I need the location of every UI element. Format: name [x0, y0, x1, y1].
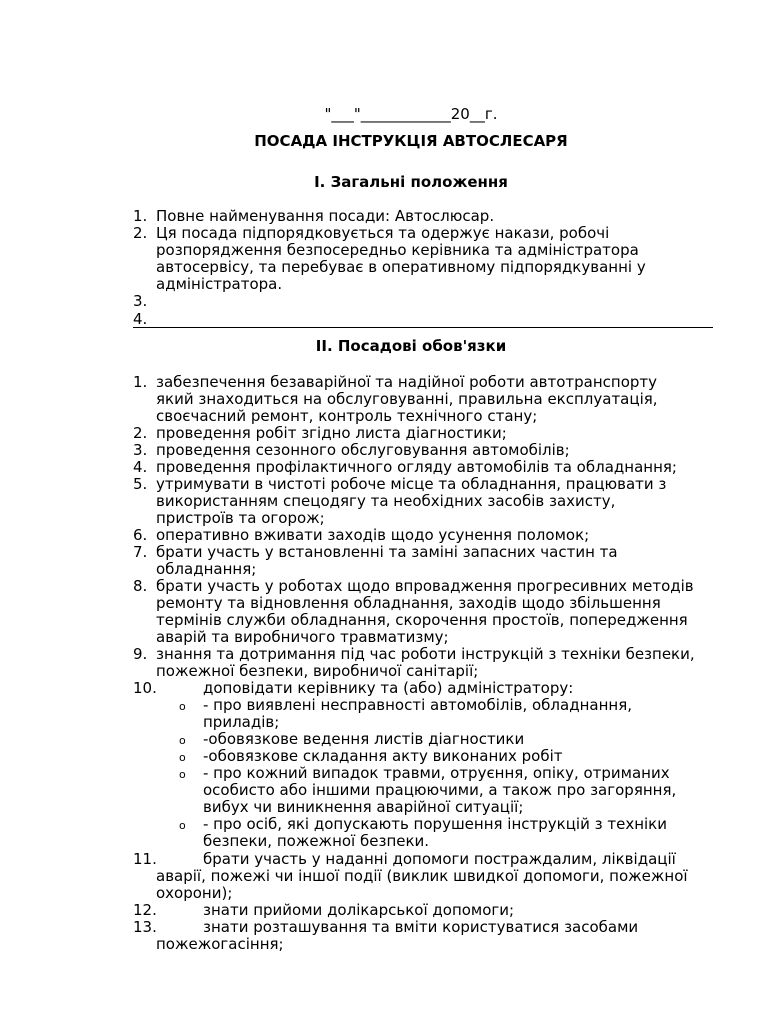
s1-item-4-number: 4.: [133, 310, 148, 328]
s2-item-11-text: аварії, пожежі чи іншої події (виклик швидкої допомоги, пожежної: [156, 867, 688, 885]
s2-subitem-5-text: безпеки, пожежної безпеки.: [203, 832, 430, 850]
s2-subitem-2-text: -обовязкове ведення листів діагностики: [203, 730, 525, 748]
s2-item-5-number: 5.: [133, 475, 148, 493]
s2-item-12-text: знати прийоми долікарської допомоги;: [203, 901, 515, 919]
s2-subitem-4-text: особисто або іншими працюючими, а також про загоряння,: [203, 781, 677, 799]
s2-item-5-text: утримувати в чистоті робоче місце та обладнання, працювати з: [156, 475, 667, 493]
s2-item-10-text: доповідати керівнику та (або) адміністратору:: [203, 679, 574, 697]
s2-item-5-text: використанням спецодягу та необхідних засобів захисту,: [156, 492, 616, 510]
s2-subitem-1-text: приладів;: [203, 713, 280, 731]
s2-item-13-number: 13.: [133, 918, 157, 936]
s2-item-8-text: ремонту та відновлення обладнання, заходів щодо збільшення: [156, 594, 661, 612]
s2-item-8-text: брати участь у роботах щодо впровадження прогресивних методів: [156, 577, 694, 595]
bullet-icon: o: [179, 768, 186, 781]
s2-subitem-4-text: вибух чи виникнення аварійної ситуації;: [203, 798, 524, 816]
bullet-icon: o: [179, 700, 186, 713]
s2-item-12-number: 12.: [133, 901, 157, 919]
section-2-heading: ІІ. Посадові обов'язки: [315, 337, 507, 355]
section-1-heading: І. Загальні положення: [314, 173, 508, 191]
s2-item-13-text: знати розташування та вміти користуватися засобами: [203, 918, 639, 936]
document-title: ПОСАДА ІНСТРУКЦІЯ АВТОСЛЕСАРЯ: [254, 132, 568, 150]
s2-item-3-text: проведення сезонного обслуговування автомобілів;: [156, 441, 570, 459]
s2-item-3-number: 3.: [133, 441, 148, 459]
s2-item-1-text: своєчасний ремонт, контроль технічного стану;: [156, 407, 538, 425]
horizontal-rule: [133, 327, 713, 328]
s2-item-2-text: проведення робіт згідно листа діагностики;: [156, 424, 507, 442]
bullet-icon: o: [179, 734, 186, 747]
s2-item-9-text: знання та дотримання під час роботи інструкцій з техніки безпеки,: [156, 645, 695, 663]
s1-item-1-text: Повне найменування посади: Автослюсар.: [156, 207, 495, 225]
s2-item-9-number: 9.: [133, 645, 148, 663]
s2-item-11-text: охорони);: [156, 884, 233, 902]
s1-item-1-number: 1.: [133, 207, 148, 225]
s1-item-2-text: Ця посада підпорядковується та одержує накази, робочі: [156, 224, 610, 242]
s2-item-1-text: забезпечення безаварійної та надійної роботи автотранспорту: [156, 373, 658, 391]
s2-item-9-text: пожежної безпеки, виробничої санітарії;: [156, 662, 479, 680]
s2-item-11-text: брати участь у наданні допомоги постраждалим, ліквідації: [203, 850, 676, 868]
s1-item-2-text: розпорядження безпосередньо керівника та адміністратора: [156, 241, 639, 259]
s2-item-7-text: обладнання;: [156, 560, 257, 578]
s2-subitem-1-text: - про виявлені несправності автомобілів, обладнання,: [203, 696, 632, 714]
s2-item-4-number: 4.: [133, 458, 148, 476]
s2-subitem-4-text: - про кожний випадок травми, отруєння, опіку, отриманих: [203, 764, 670, 782]
date-line: "___"____________20__г.: [324, 105, 498, 123]
s2-subitem-5-text: - про осіб, які допускають порушення інструкцій з техніки: [203, 815, 667, 833]
s2-item-1-text: який знаходиться на обслуговуванні, правильна експлуатація,: [156, 390, 658, 408]
s1-item-3-number: 3.: [133, 292, 148, 310]
s1-item-2-number: 2.: [133, 224, 148, 242]
s1-item-2-text: адміністратора.: [156, 275, 283, 293]
s2-item-8-text: термінів служби обладнання, скорочення простоїв, попередження: [156, 611, 688, 629]
s1-item-2-text: автосервісу, та перебуває в оперативному підпорядкуванні у: [156, 258, 646, 276]
s2-item-6-number: 6.: [133, 526, 148, 544]
s2-item-10-number: 10.: [133, 679, 157, 697]
s2-item-8-number: 8.: [133, 577, 148, 595]
s2-item-2-number: 2.: [133, 424, 148, 442]
s2-item-5-text: пристроїв та огорож;: [156, 509, 325, 527]
s2-item-7-number: 7.: [133, 543, 148, 561]
s2-item-1-number: 1.: [133, 373, 148, 391]
bullet-icon: o: [179, 819, 186, 832]
bullet-icon: o: [179, 751, 186, 764]
s2-subitem-3-text: -обовязкове складання акту виконаних робіт: [203, 747, 563, 765]
s2-item-8-text: аварій та виробничого травматизму;: [156, 628, 449, 646]
s2-item-11-number: 11.: [133, 850, 157, 868]
s2-item-13-text: пожежогасіння;: [156, 935, 284, 953]
s2-item-6-text: оперативно вживати заходів щодо усунення поломок;: [156, 526, 590, 544]
s2-item-7-text: брати участь у встановленні та заміні запасних частин та: [156, 543, 618, 561]
s2-item-4-text: проведення профілактичного огляду автомобілів та обладнання;: [156, 458, 677, 476]
